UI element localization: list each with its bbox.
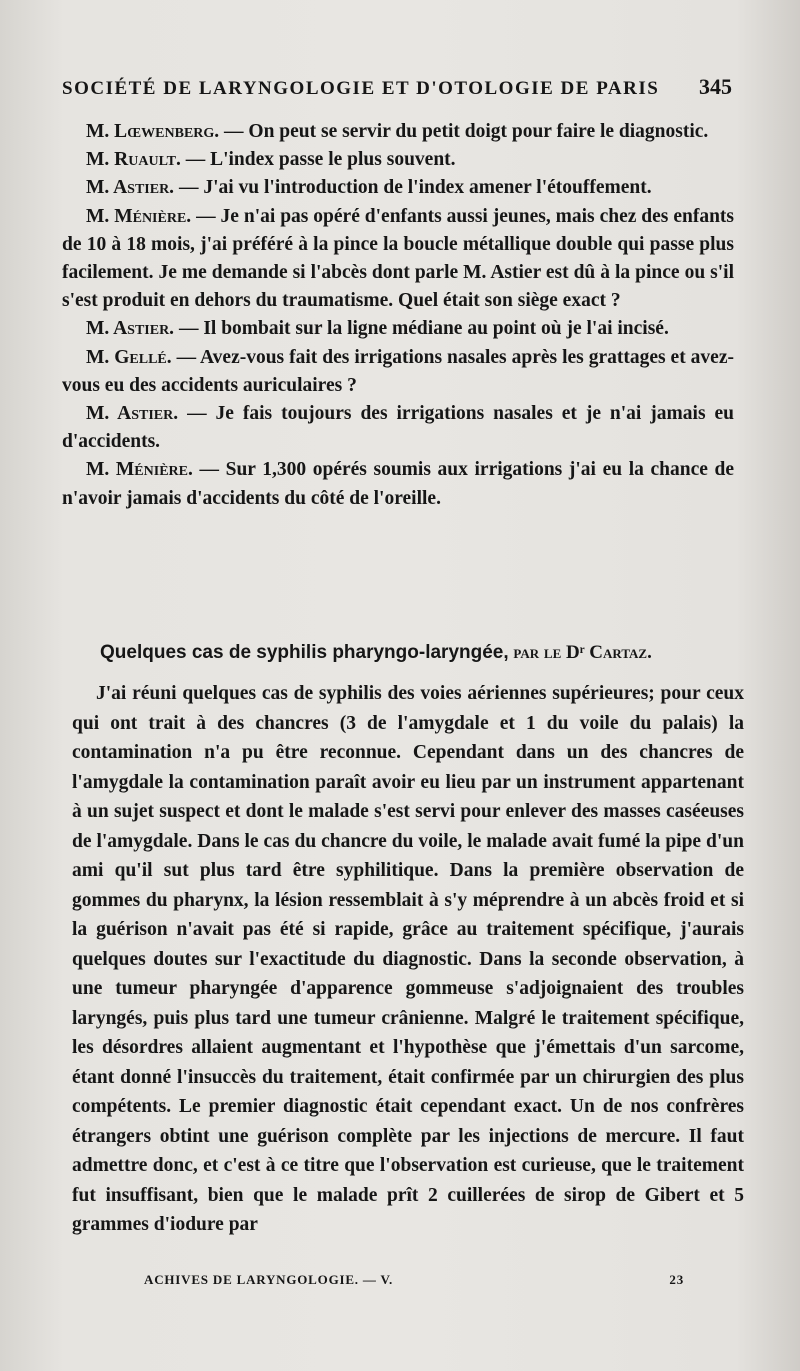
running-title: SOCIÉTÉ DE LARYNGOLOGIE ET D'OTOLOGIE DE PARIS [62, 78, 660, 99]
speech-text: — Il bombait sur la ligne médiane au point où je l'ai incisé. [174, 318, 669, 340]
discussion-paragraph [62, 203, 734, 316]
page-footer [144, 1272, 684, 1288]
speech-text: — On peut se servir du petit doigt pour faire le diagnostic. [219, 121, 709, 142]
speech-text: — Je fais toujours des irrigations nasales et je n'ai jamais eu d'accidents. [62, 403, 734, 453]
article-heading [100, 642, 740, 664]
footer-signature: ACHIVES DE LARYNGOLOGIE. — V. [144, 1272, 394, 1287]
discussion-paragraph [62, 315, 734, 343]
speech-text: — Je n'ai pas opéré d'enfants aussi jeunes, mais chez des enfants de 10 à 18 mois, j'ai préféré à la pince la boucle métallique double qui passe plus facilement. Je me demande si l'abcès dont parle M. Astier est dû à la pince ou s'il s'est produit en dehors du traumatisme. Quel était son siège exact ? [62, 205, 734, 312]
page-number: 345 [699, 74, 732, 99]
speaker-name: M. Ménière. [86, 459, 193, 481]
article-paragraph: J'ai réuni quelques cas de syphilis des voies aériennes supérieures; pour ceux qui ont trait à des chancres (3 de l'amygdale et 1 du voile du palais) la contamination n'a pu être reconnue. Cependant dans un des chancres de l'amygdale la contamination paraît avoir eu lieu par un instrument appartenant à un sujet suspect et dont le malade s'est servi pour enlever des masses caséeuses de l'amygdale. Dans le cas du chancre du voile, le malade avait fumé la pipe d'un ami qu'il sut plus tard être syphilitique. Dans la première observation de gommes du pharynx, la lésion ressemblait à s'y méprendre à un abcès froid et si la guérison n'avait pas été si rapide, grâce au traitement spécifique, j'aurais quelques doutes sur l'exactitude du diagnostic. Dans la seconde observation, à une tumeur pharyngée d'apparence gommeuse s'adjoignaient des troubles laryngés, puis plus tard une tumeur crânienne. Malgré le traitement spécifique, les désordres allaient augmentant et l'hypothèse que j'émettais d'un sarcome, étant donné l'insuccès du traitement, était confirmée par un chirurgien des plus compétents. Le premier diagnostic était cependant exact. Un de nos confrères étrangers obtint une guérison complète par les injections de mercure. Il faut admettre donc, et c'est à ce titre que l'observation est curieuse, que le traitement fut insuffisant, bien que le malade prît 2 cuillerées de sirop de Gibert et 5 grammes d'iodure par [72, 683, 744, 1235]
speaker-name: M. Astier. [86, 403, 179, 425]
speaker-name: M. Lœwenberg. [86, 121, 220, 142]
speech-text: — Avez-vous fait des irrigations nasales après les grattages et avez-vous eu des accidents auriculaires ? [62, 346, 734, 396]
speech-text: — J'ai vu l'introduction de l'index amener l'étouffement. [174, 177, 652, 199]
discussion-paragraph [62, 174, 734, 202]
discussion-paragraph [62, 118, 734, 146]
discussion-section [62, 118, 734, 513]
discussion-paragraph [62, 344, 734, 400]
speech-text: — L'index passe le plus souvent. [180, 149, 456, 171]
speaker-name: M. Ménière. [86, 205, 192, 227]
article-byline: par le Dʳ Cartaz. [508, 642, 652, 663]
speaker-name: M. Ruault. [86, 149, 181, 171]
speech-text: — Sur 1,300 opérés soumis aux irrigations j'ai eu la chance de n'avoir jamais d'accidents du côté de l'oreille. [62, 459, 735, 509]
article-body [72, 679, 744, 1240]
discussion-paragraph [62, 456, 734, 512]
speaker-name: M. Astier. [86, 177, 175, 199]
article-title: Quelques cas de syphilis pharyngo-laryngée, [100, 642, 509, 663]
speaker-name: M. Astier. [86, 318, 175, 340]
discussion-paragraph [62, 146, 734, 174]
running-header [62, 74, 732, 100]
sheet-number: 23 [669, 1272, 684, 1287]
speaker-name: M. Gellé. [86, 346, 172, 368]
discussion-paragraph [62, 400, 734, 456]
